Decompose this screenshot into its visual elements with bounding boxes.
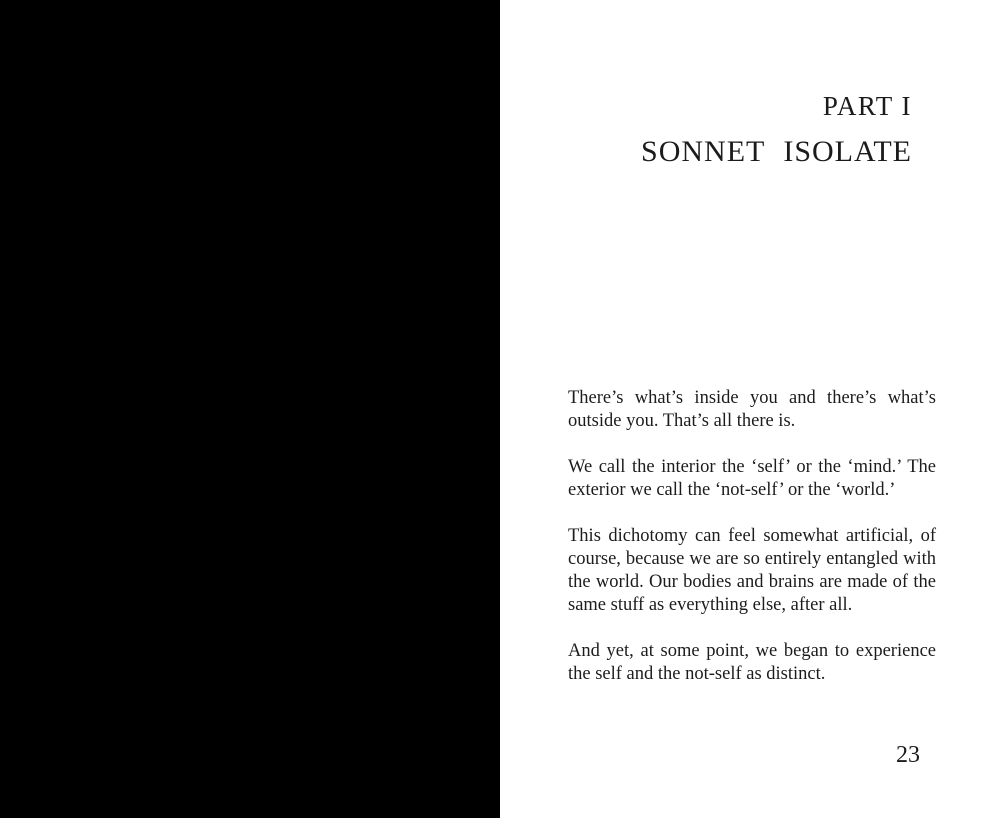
paragraph-4: And yet, at some point, we began to experience the self and the not-self as distinct. [568, 641, 936, 684]
right-page [500, 0, 1000, 818]
paragraph-1: There’s what’s inside you and there’s what’s outside you. That’s all there is. [568, 388, 936, 431]
body-text [568, 387, 936, 709]
paragraph-3: This dichotomy can feel somewhat artificial, of course, because we are so entirely entangled with the world. Our bodies and brains are made of the same stuff as everything else, after all. [568, 526, 936, 615]
part-heading [641, 91, 912, 168]
part-label: PART I [822, 91, 912, 121]
page-number: 23 [896, 742, 920, 768]
part-title: SONNET ISOLATE [641, 135, 912, 168]
paragraph-2: We call the interior the ‘self’ or the ‘mind.’ The exterior we call the ‘not-self’ or the ‘world.’ [568, 457, 936, 500]
